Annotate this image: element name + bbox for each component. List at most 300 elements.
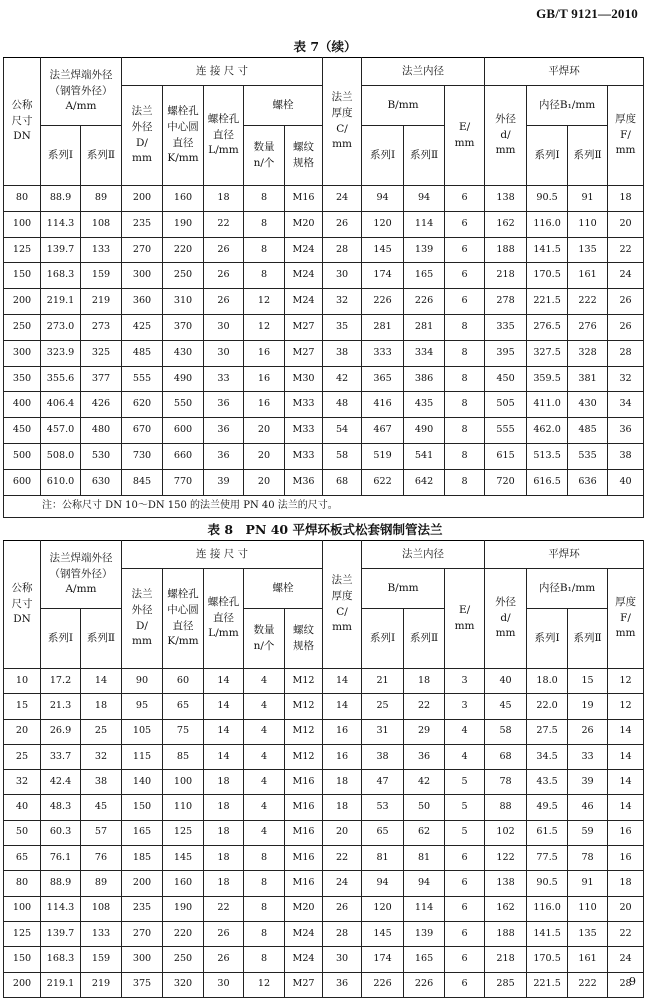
table-cell: 40 (485, 669, 527, 694)
table-cell: M24 (285, 947, 323, 972)
table-cell: 76.1 (41, 846, 81, 871)
col-nominal-size: 公称 尺寸 DN (4, 58, 41, 186)
table-cell: M27 (285, 972, 323, 997)
table-cell: 76 (81, 846, 122, 871)
table-cell: 4 (244, 795, 285, 820)
table-cell: 32 (4, 770, 41, 795)
table-cell: 6 (445, 947, 485, 972)
table-cell: 8 (445, 366, 485, 392)
table-cell: 636 (568, 469, 608, 495)
table-cell: 91 (568, 871, 608, 896)
table-cell: 26 (323, 211, 362, 237)
table-row (4, 896, 644, 921)
table-cell: 555 (485, 418, 527, 444)
table-cell: 4 (244, 694, 285, 719)
table-cell: 770 (163, 469, 204, 495)
table-cell: 222 (568, 972, 608, 997)
table-row (4, 795, 644, 820)
page-number: 9 (629, 975, 636, 988)
table-cell: 94 (362, 186, 404, 212)
table-cell: 200 (4, 289, 41, 315)
table-cell: 490 (163, 366, 204, 392)
table-cell: 21 (362, 669, 404, 694)
table-cell: 38 (81, 770, 122, 795)
table-cell: 365 (362, 366, 404, 392)
table-cell: 26.9 (41, 719, 81, 744)
table-cell: 90.5 (527, 186, 568, 212)
table-row (4, 263, 644, 289)
table-cell: 68 (485, 744, 527, 769)
table-cell: M12 (285, 694, 323, 719)
table-cell: M36 (285, 469, 323, 495)
table-cell: 8 (445, 443, 485, 469)
table-cell: 14 (608, 744, 644, 769)
table-cell: 6 (445, 871, 485, 896)
col-ring-series-1: 系列Ⅰ (527, 126, 568, 186)
table-cell: 42.4 (41, 770, 81, 795)
table-cell: 323.9 (41, 340, 81, 366)
table-cell: 34.5 (527, 744, 568, 769)
table-cell: 6 (445, 846, 485, 871)
table-cell: 6 (445, 263, 485, 289)
table-cell: 200 (122, 186, 163, 212)
table-cell: M33 (285, 418, 323, 444)
table-cell: 114.3 (41, 896, 81, 921)
table-cell: 4 (445, 719, 485, 744)
col-connection: 连 接 尺 寸 (122, 541, 323, 569)
table8-caption: 表 8 PN 40 平焊环板式松套钢制管法兰 (207, 522, 443, 537)
table-cell: 24 (323, 186, 362, 212)
table-cell: 38 (323, 340, 362, 366)
table-cell: 360 (122, 289, 163, 315)
table-cell: 670 (122, 418, 163, 444)
table-cell: 45 (81, 795, 122, 820)
table-cell: 20 (244, 418, 285, 444)
table-cell: 16 (244, 392, 285, 418)
table-cell: 40 (4, 795, 41, 820)
table-cell: 8 (445, 314, 485, 340)
table-cell: 145 (362, 921, 404, 946)
table-cell: 28 (608, 340, 644, 366)
table-cell: 26 (204, 263, 244, 289)
table-cell: 110 (163, 795, 204, 820)
table-cell: 139.7 (41, 237, 81, 263)
table-cell: 18 (81, 694, 122, 719)
table-cell: 530 (81, 443, 122, 469)
table-row (4, 820, 644, 845)
col-weld-end: 法兰焊端外径 （钢管外径） A/mm (41, 541, 122, 609)
table-cell: 6 (445, 186, 485, 212)
table-cell: 541 (404, 443, 445, 469)
table-cell: 36 (323, 972, 362, 997)
table-cell: 4 (244, 719, 285, 744)
table-cell: 430 (163, 340, 204, 366)
table-cell: 133 (81, 921, 122, 946)
table-cell: 462.0 (527, 418, 568, 444)
table-cell: 359.5 (527, 366, 568, 392)
col-bore-b: B/mm (362, 86, 445, 126)
col-ring-series-1: 系列Ⅰ (527, 609, 568, 669)
table-cell: 40 (608, 469, 644, 495)
table-cell: 26 (608, 314, 644, 340)
table-cell: 89 (81, 871, 122, 896)
table-cell: 135 (568, 921, 608, 946)
table-cell: 42 (404, 770, 445, 795)
table-cell: 8 (244, 871, 285, 896)
table-cell: M24 (285, 289, 323, 315)
table-cell: 8 (445, 418, 485, 444)
table-cell: 20 (244, 443, 285, 469)
table-cell: 78 (568, 846, 608, 871)
table-cell: 135 (568, 237, 608, 263)
table-cell: 28 (323, 921, 362, 946)
table-cell: 139.7 (41, 921, 81, 946)
table-cell: 222 (568, 289, 608, 315)
table-cell: 8 (445, 340, 485, 366)
table-cell: 200 (4, 972, 41, 997)
table-cell: 226 (404, 289, 445, 315)
table-cell: 54 (323, 418, 362, 444)
table-cell: 159 (81, 263, 122, 289)
col-weld-end: 法兰焊端外径 （钢管外径） A/mm (41, 58, 122, 126)
table-cell: 200 (122, 871, 163, 896)
table-cell: 508.0 (41, 443, 81, 469)
table-cell: 505 (485, 392, 527, 418)
col-bolt-count: 数量 n/个 (244, 609, 285, 669)
table-row (4, 418, 644, 444)
table-cell: 600 (4, 469, 41, 495)
table-cell: 377 (81, 366, 122, 392)
table-row (4, 289, 644, 315)
table-row (4, 237, 644, 263)
table-cell: 16 (608, 820, 644, 845)
table-row (4, 770, 644, 795)
table-cell: 115 (122, 744, 163, 769)
table-cell: 31 (362, 719, 404, 744)
table-row (4, 871, 644, 896)
table-cell: M24 (285, 263, 323, 289)
table-cell: 138 (485, 186, 527, 212)
table-cell: 16 (244, 366, 285, 392)
table-cell: 457.0 (41, 418, 81, 444)
table-cell: 45 (485, 694, 527, 719)
table-cell: 276 (568, 314, 608, 340)
table-cell: 600 (163, 418, 204, 444)
table-cell: 30 (323, 947, 362, 972)
table-cell: 188 (485, 921, 527, 946)
table-cell: 168.3 (41, 263, 81, 289)
col-bolt-count: 数量 n/个 (244, 126, 285, 186)
col-bore-series-1: 系列Ⅰ (362, 126, 404, 186)
table-cell: 15 (568, 669, 608, 694)
table-cell: 100 (163, 770, 204, 795)
table-cell: 620 (122, 392, 163, 418)
table-cell: 3 (445, 669, 485, 694)
table-cell: M27 (285, 314, 323, 340)
table-cell: 49.5 (527, 795, 568, 820)
table-cell: 22 (204, 211, 244, 237)
table-cell: 14 (81, 669, 122, 694)
table-cell: 22 (608, 237, 644, 263)
table-cell: 406.4 (41, 392, 81, 418)
table-cell: M16 (285, 770, 323, 795)
table-cell: 61.5 (527, 820, 568, 845)
table-cell: 16 (244, 340, 285, 366)
table-cell: 116.0 (527, 211, 568, 237)
table-cell: 60 (163, 669, 204, 694)
table-cell: 435 (404, 392, 445, 418)
table-cell: 16 (323, 744, 362, 769)
col-bolt-hole: 螺栓孔 直径 L/mm (204, 569, 244, 669)
table-cell: 730 (122, 443, 163, 469)
table-cell: 325 (81, 340, 122, 366)
table-cell: 513.5 (527, 443, 568, 469)
table-cell: 416 (362, 392, 404, 418)
col-ring-series-2: 系列Ⅱ (568, 609, 608, 669)
table-cell: 395 (485, 340, 527, 366)
table-cell: 12 (244, 289, 285, 315)
col-bore: 法兰内径 (362, 58, 485, 86)
table-cell: 8 (244, 186, 285, 212)
table-cell: M16 (285, 795, 323, 820)
table-cell: 333 (362, 340, 404, 366)
table-cell: 250 (4, 314, 41, 340)
col-bolt-circle: 螺栓孔 中心圆 直径 K/mm (163, 86, 204, 186)
table-cell: 8 (445, 392, 485, 418)
table-cell: M16 (285, 846, 323, 871)
table-cell: 28 (608, 972, 644, 997)
table-cell: 6 (445, 289, 485, 315)
table-cell: 100 (4, 211, 41, 237)
table-cell: 39 (568, 770, 608, 795)
col-series-2: 系列Ⅱ (81, 126, 122, 186)
table-cell: 88.9 (41, 871, 81, 896)
table-cell: 58 (485, 719, 527, 744)
col-series-2: 系列Ⅱ (81, 609, 122, 669)
table-cell: 65 (4, 846, 41, 871)
table7-body (4, 186, 644, 496)
table-cell: 845 (122, 469, 163, 495)
table-cell: 16 (608, 846, 644, 871)
table-cell: 65 (362, 820, 404, 845)
table-row (4, 921, 644, 946)
table-cell: 10 (4, 669, 41, 694)
table-cell: 250 (163, 947, 204, 972)
table-row (4, 314, 644, 340)
table-cell: 22 (404, 694, 445, 719)
table-cell: 270 (122, 921, 163, 946)
table-cell: 24 (608, 263, 644, 289)
table-cell: 12 (244, 972, 285, 997)
table-cell: 78 (485, 770, 527, 795)
table-cell: M20 (285, 211, 323, 237)
table-cell: 5 (445, 820, 485, 845)
table-cell: 26 (204, 947, 244, 972)
table-row (4, 392, 644, 418)
table-cell: 355.6 (41, 366, 81, 392)
table-cell: 150 (4, 947, 41, 972)
table-cell: 33.7 (41, 744, 81, 769)
table-cell: 14 (323, 694, 362, 719)
table-cell: 42 (323, 366, 362, 392)
table-cell: 622 (362, 469, 404, 495)
table-cell: 22 (608, 921, 644, 946)
table-cell: 480 (81, 418, 122, 444)
table-cell: 110 (568, 896, 608, 921)
table-cell: 108 (81, 211, 122, 237)
table-cell: 219.1 (41, 972, 81, 997)
table-cell: 30 (323, 263, 362, 289)
table-cell: 139 (404, 921, 445, 946)
table-cell: 335 (485, 314, 527, 340)
table-row (4, 443, 644, 469)
table-cell: 36 (204, 392, 244, 418)
col-series-1: 系列Ⅰ (41, 609, 81, 669)
table-cell: 116.0 (527, 896, 568, 921)
table-cell: 8 (244, 846, 285, 871)
table-cell: 141.5 (527, 237, 568, 263)
table-cell: 14 (608, 795, 644, 820)
table-cell: 133 (81, 237, 122, 263)
table-cell: 616.5 (527, 469, 568, 495)
table-cell: 30 (204, 340, 244, 366)
col-ring-series-2: 系列Ⅱ (568, 126, 608, 186)
table-cell: 170.5 (527, 263, 568, 289)
table-cell: 39 (204, 469, 244, 495)
table-cell: 161 (568, 263, 608, 289)
table-cell: 57 (81, 820, 122, 845)
table-cell: 48.3 (41, 795, 81, 820)
table-cell: M16 (285, 871, 323, 896)
table-cell: 19 (568, 694, 608, 719)
table-cell: 110 (568, 211, 608, 237)
table-cell: 168.3 (41, 947, 81, 972)
col-bolt-thread: 螺纹 规格 (285, 609, 323, 669)
col-bore-e: E/ mm (445, 569, 485, 669)
table-cell: 36 (404, 744, 445, 769)
table-cell: 24 (608, 947, 644, 972)
table-cell: 6 (445, 896, 485, 921)
table-cell: 30 (204, 972, 244, 997)
table-cell: 273 (81, 314, 122, 340)
table-cell: M16 (285, 186, 323, 212)
table-cell: 62 (404, 820, 445, 845)
table-cell: 6 (445, 237, 485, 263)
table-cell: 426 (81, 392, 122, 418)
table-cell: 220 (163, 921, 204, 946)
table-cell: 5 (445, 795, 485, 820)
table-cell: 555 (122, 366, 163, 392)
table-cell: 12 (608, 694, 644, 719)
table-cell: 20 (244, 469, 285, 495)
col-bolt: 螺栓 (244, 569, 323, 609)
table-cell: 334 (404, 340, 445, 366)
col-ring-id: 内径B₁/mm (527, 86, 608, 126)
table-cell: 20 (323, 820, 362, 845)
table-cell: 320 (163, 972, 204, 997)
table-cell: 190 (163, 896, 204, 921)
table-cell: 219.1 (41, 289, 81, 315)
table-cell: 174 (362, 263, 404, 289)
standard-number: GB/T 9121—2010 (536, 6, 638, 21)
table7-note: 注：公称尺寸 DN 10～DN 150 的法兰使用 PN 40 法兰的尺寸。 (4, 495, 644, 517)
table-cell: 43.5 (527, 770, 568, 795)
table-cell: 16 (323, 719, 362, 744)
table7 (3, 57, 644, 518)
table-cell: 160 (163, 871, 204, 896)
table-cell: 218 (485, 263, 527, 289)
table-cell: 24 (323, 871, 362, 896)
table-cell: 14 (204, 694, 244, 719)
table-cell: 120 (362, 896, 404, 921)
table-cell: M27 (285, 340, 323, 366)
table-cell: 14 (608, 770, 644, 795)
table-cell: 450 (485, 366, 527, 392)
table-cell: 125 (163, 820, 204, 845)
table-cell: 59 (568, 820, 608, 845)
table-cell: 28 (323, 237, 362, 263)
table-cell: 15 (4, 694, 41, 719)
table-cell: 18 (204, 795, 244, 820)
col-nominal-size: 公称 尺寸 DN (4, 541, 41, 669)
table-cell: M12 (285, 669, 323, 694)
table-cell: 94 (404, 871, 445, 896)
table-cell: 467 (362, 418, 404, 444)
table-cell: 38 (362, 744, 404, 769)
table-cell: 94 (362, 871, 404, 896)
table-cell: 140 (122, 770, 163, 795)
table-cell: 165 (404, 947, 445, 972)
table-cell: 36 (204, 443, 244, 469)
table-cell: 18 (204, 820, 244, 845)
table-cell: 81 (362, 846, 404, 871)
col-bore-series-2: 系列Ⅱ (404, 609, 445, 669)
table-cell: 30 (204, 314, 244, 340)
table-cell: 174 (362, 947, 404, 972)
table-cell: 81 (404, 846, 445, 871)
table-cell: 4 (244, 770, 285, 795)
table-cell: 328 (568, 340, 608, 366)
table-cell: 26 (608, 289, 644, 315)
table-cell: 170.5 (527, 947, 568, 972)
table-cell: 95 (122, 694, 163, 719)
table-cell: 273.0 (41, 314, 81, 340)
table-cell: 150 (4, 263, 41, 289)
table-cell: 221.5 (527, 289, 568, 315)
table-cell: 22 (323, 846, 362, 871)
table-cell: 100 (4, 896, 41, 921)
table-cell: 235 (122, 211, 163, 237)
table-cell: 8 (244, 896, 285, 921)
table-row (4, 972, 644, 997)
table-cell: 400 (4, 392, 41, 418)
table-cell: 18 (204, 846, 244, 871)
table-cell: 18 (204, 770, 244, 795)
table-cell: 18 (608, 871, 644, 896)
table-cell: 490 (404, 418, 445, 444)
table-cell: 20 (4, 719, 41, 744)
table-row (4, 719, 644, 744)
table-cell: 27.5 (527, 719, 568, 744)
table-cell: 32 (323, 289, 362, 315)
col-ring-thickness: 厚度 F/ mm (608, 569, 644, 669)
table-cell: 141.5 (527, 921, 568, 946)
table-cell: 300 (122, 263, 163, 289)
table-cell: 310 (163, 289, 204, 315)
table-cell: 4 (244, 820, 285, 845)
table-cell: 102 (485, 820, 527, 845)
table-cell: 500 (4, 443, 41, 469)
